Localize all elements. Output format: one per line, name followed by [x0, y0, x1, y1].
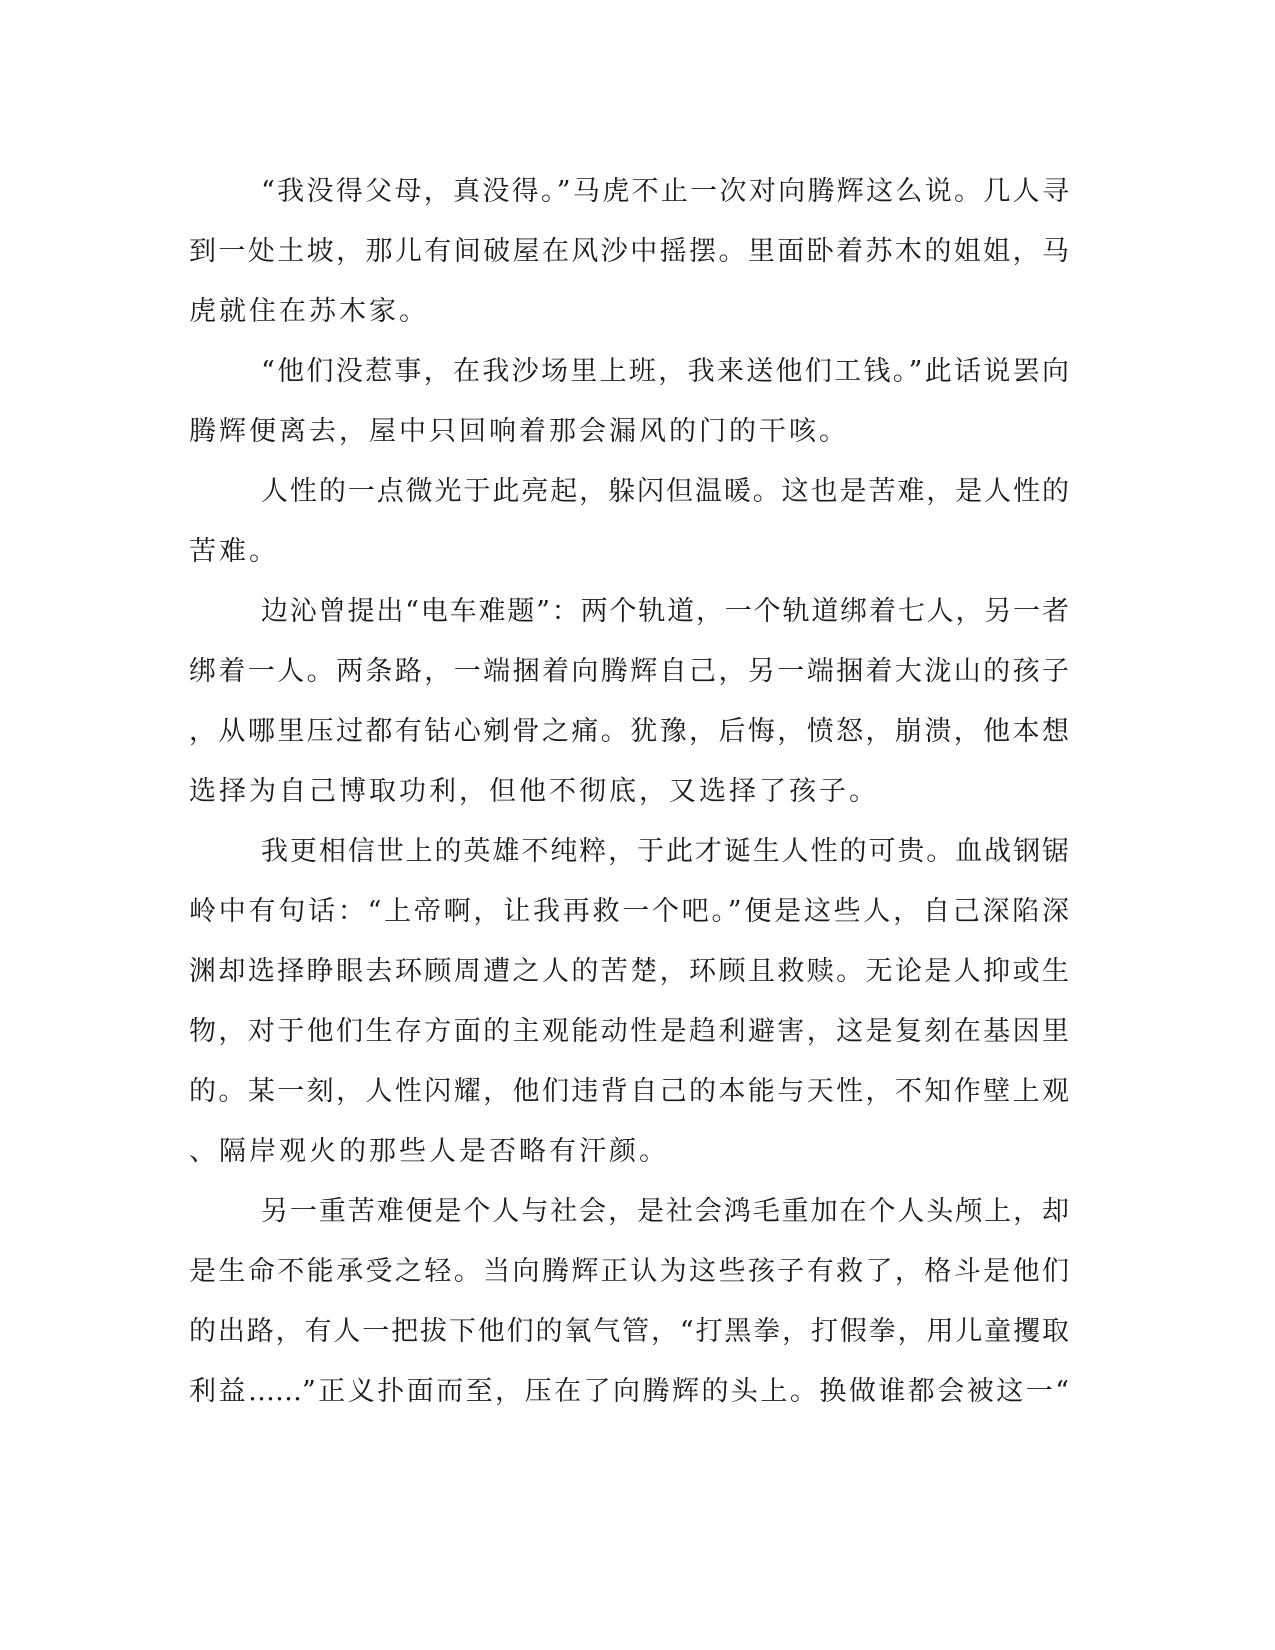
text-line: 是生命不能承受之轻。当向腾辉正认为这些孩子有救了，格斗是他们 [189, 1256, 1069, 1287]
text-line: 腾辉便离去，屋中只回响着那会漏风的门的干咳。 [189, 416, 849, 447]
text-line: 到一处土坡，那儿有间破屋在风沙中摇摆。里面卧着苏木的姐姐，马 [189, 236, 1069, 267]
text-line: 选择为自己博取功利，但他不彻底，又选择了孩子。 [189, 776, 879, 807]
text-line: “我没得父母，真没得。”马虎不止一次对向腾辉这么说。几人寻 [261, 176, 1069, 207]
text-line: “他们没惹事，在我沙场里上班，我来送他们工钱。”此话说罢向 [261, 356, 1069, 387]
text-line: 绑着一人。两条路，一端捆着向腾辉自己，另一端捆着大泷山的孩子 [189, 656, 1069, 687]
text-line: 我更相信世上的英雄不纯粹，于此才诞生人性的可贵。血战钢锯 [261, 836, 1069, 867]
text-line: 虎就住在苏木家。 [189, 296, 429, 327]
text-line: 的。某一刻，人性闪耀，他们违背自己的本能与天性，不知作壁上观 [189, 1076, 1069, 1107]
text-line: 人性的一点微光于此亮起，躲闪但温暖。这也是苦难，是人性的 [261, 476, 1069, 507]
text-line: 渊却选择睁眼去环顾周遭之人的苦楚，环顾且救赎。无论是人抑或生 [189, 956, 1069, 987]
text-line: 另一重苦难便是个人与社会，是社会鸿毛重加在个人头颅上，却 [261, 1196, 1069, 1227]
body-text [189, 162, 1069, 1422]
text-line: 利益……”正义扑面而至，压在了向腾辉的头上。换做谁都会被这一“ [189, 1376, 1069, 1407]
text-line: 物，对于他们生存方面的主观能动性是趋利避害，这是复刻在基因里 [189, 1016, 1069, 1047]
text-line: 的出路，有人一把拔下他们的氧气管，“打黑拳，打假拳，用儿童攫取 [189, 1316, 1069, 1347]
text-line: 岭中有句话：“上帝啊，让我再救一个吧。”便是这些人，自己深陷深 [189, 896, 1069, 927]
text-line: 、隔岸观火的那些人是否略有汗颜。 [189, 1136, 669, 1167]
text-line: 苦难。 [189, 536, 279, 567]
text-line: 边沁曾提出“电车难题”：两个轨道，一个轨道绑着七人，另一者 [261, 596, 1069, 627]
text-line: ，从哪里压过都有钻心剜骨之痛。犹豫，后悔，愤怒，崩溃，他本想 [189, 716, 1069, 747]
